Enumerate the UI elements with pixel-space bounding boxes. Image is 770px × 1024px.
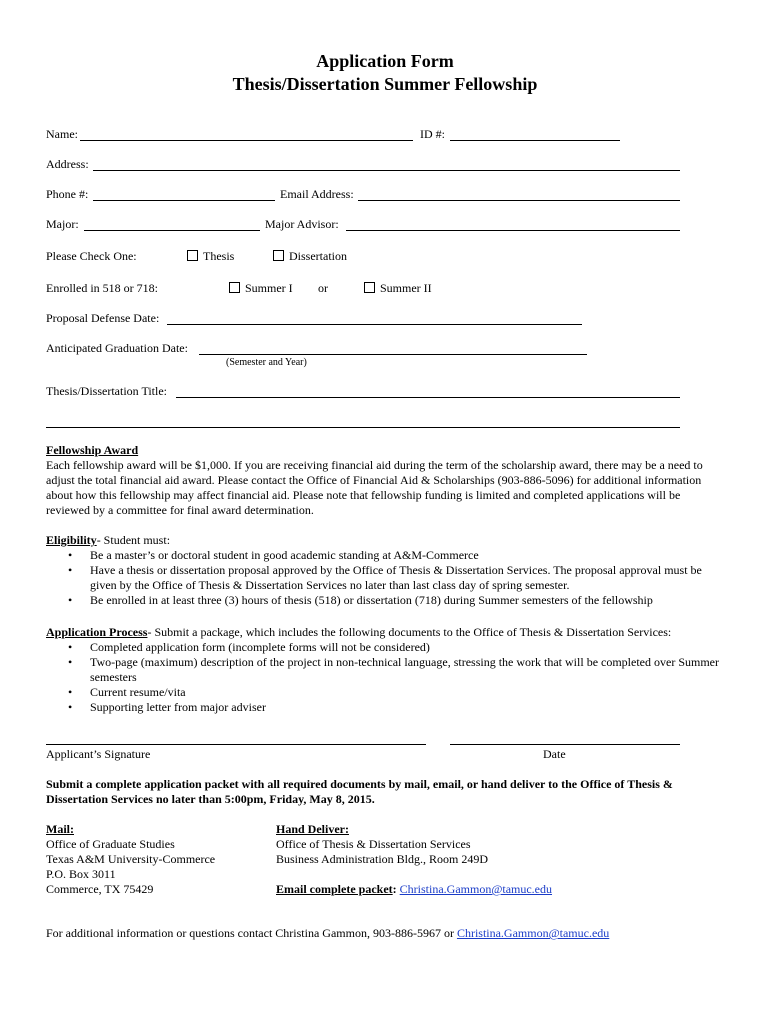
summer1-label: Summer I <box>245 281 293 295</box>
process-heading: Application Process <box>46 625 148 639</box>
thesis-label: Thesis <box>203 249 235 263</box>
list-item: • Be enrolled in at least three (3) hours of thesis (518) or dissertation (718) during Summer semesters of the fellowship <box>46 593 726 608</box>
date-field[interactable] <box>450 744 680 745</box>
eligibility-list <box>46 548 726 608</box>
advisor-label: Major Advisor: <box>265 217 339 231</box>
id-label: ID #: <box>420 127 445 141</box>
major-label: Major: <box>46 217 79 231</box>
mail-block <box>46 822 215 897</box>
title-label: Thesis/Dissertation Title: <box>46 384 168 398</box>
id-field[interactable] <box>450 140 620 141</box>
list-item: • Two-page (maximum) description of the project in non-technical language, stressing the work that will be completed over Summer semesters <box>46 655 726 685</box>
hand-block <box>276 822 552 897</box>
award-section <box>46 443 726 518</box>
address-field[interactable] <box>93 170 680 171</box>
checkbox-icon <box>364 282 375 293</box>
form-subtitle: Thesis/Dissertation Summer Fellowship <box>232 74 538 94</box>
footer-contact <box>46 926 609 941</box>
title-field-line2[interactable] <box>46 427 680 428</box>
hand-heading: Hand Deliver: <box>276 822 349 836</box>
mail-line: Office of Graduate Studies <box>46 837 175 851</box>
process-section <box>46 625 726 715</box>
list-item: • Current resume/vita <box>46 685 726 700</box>
name-field[interactable] <box>80 140 413 141</box>
checkbox-icon <box>229 282 240 293</box>
thesis-checkbox[interactable] <box>187 249 234 264</box>
summer1-checkbox[interactable] <box>229 281 293 296</box>
checkbox-icon <box>273 250 284 261</box>
mail-line: Commerce, TX 75429 <box>46 882 154 896</box>
list-item: • Supporting letter from major adviser <box>46 700 726 715</box>
graduation-label: Anticipated Graduation Date: <box>46 341 188 355</box>
email-packet-link[interactable]: Christina.Gammon@tamuc.edu <box>399 882 553 896</box>
mail-line: Texas A&M University-Commerce <box>46 852 216 866</box>
enrolled-label: Enrolled in 518 or 718: <box>46 281 158 295</box>
process-intro: - Submit a package, which includes the following documents to the Office of Thesis & Dissertation Services: <box>147 625 672 639</box>
list-item: • Have a thesis or dissertation proposal approved by the Office of Thesis & Dissertation Services. The proposal approval must be given by the Office of Thesis & Dissertation Services no later than last class day of spring semester. <box>46 563 726 593</box>
check-label: Please Check One: <box>46 249 137 263</box>
process-list <box>46 640 726 715</box>
award-text: Each fellowship award will be $1,000. If you are receiving financial aid during the term of the scholarship award, there may be a need to adjust the total financial aid award. Please contact the Office of Financial Aid & Scholarships (903-886-5096) for additional information about how this fellowship may affect financial aid. Please note that fellowship funding is limited and completed applications will be reviewed by a committee for final award determination. <box>46 458 703 517</box>
submit-notice: Submit a complete application packet with all required documents by mail, email, or hand deliver to the Office of Thesis & Dissertation Services no later than 5:00pm, Friday, May 8, 2015. <box>46 777 673 806</box>
phone-field[interactable] <box>93 200 275 201</box>
email-label: Email Address: <box>280 187 354 201</box>
email-packet-label: Email complete packet <box>276 882 393 896</box>
eligibility-section <box>46 533 726 608</box>
dissertation-checkbox[interactable] <box>273 249 347 264</box>
proposal-label: Proposal Defense Date: <box>46 311 160 325</box>
eligibility-heading: Eligibility <box>46 533 97 547</box>
or-label: or <box>318 281 328 295</box>
date-label: Date <box>543 747 566 761</box>
mail-line: P.O. Box 3011 <box>46 867 116 881</box>
signature-field[interactable] <box>46 744 426 745</box>
graduation-hint: (Semester and Year) <box>226 357 307 368</box>
title-field[interactable] <box>176 397 680 398</box>
summer2-checkbox[interactable] <box>364 281 432 296</box>
major-field[interactable] <box>84 230 260 231</box>
list-item: • Be a master’s or doctoral student in good academic standing at A&M-Commerce <box>46 548 726 563</box>
hand-line: Business Administration Bldg., Room 249D <box>276 852 489 866</box>
proposal-field[interactable] <box>167 324 582 325</box>
mail-heading: Mail: <box>46 822 74 836</box>
hand-line: Office of Thesis & Dissertation Services <box>276 837 471 851</box>
form-title: Application Form <box>316 51 454 71</box>
signature-label: Applicant’s Signature <box>46 747 151 761</box>
name-label: Name: <box>46 127 78 141</box>
address-label: Address: <box>46 157 89 171</box>
email-field[interactable] <box>358 200 680 201</box>
checkbox-icon <box>187 250 198 261</box>
award-heading: Fellowship Award <box>46 443 139 457</box>
summer2-label: Summer II <box>380 281 432 295</box>
advisor-field[interactable] <box>346 230 680 231</box>
dissertation-label: Dissertation <box>289 249 347 263</box>
list-item: • Completed application form (incomplete forms will not be considered) <box>46 640 726 655</box>
footer-text: For additional information or questions contact Christina Gammon, 903-886-5967 or <box>46 926 457 940</box>
footer-email-link[interactable]: Christina.Gammon@tamuc.edu <box>456 926 610 940</box>
eligibility-intro: - Student must: <box>96 533 171 547</box>
email-packet-colon: : <box>392 882 397 896</box>
phone-label: Phone #: <box>46 187 89 201</box>
